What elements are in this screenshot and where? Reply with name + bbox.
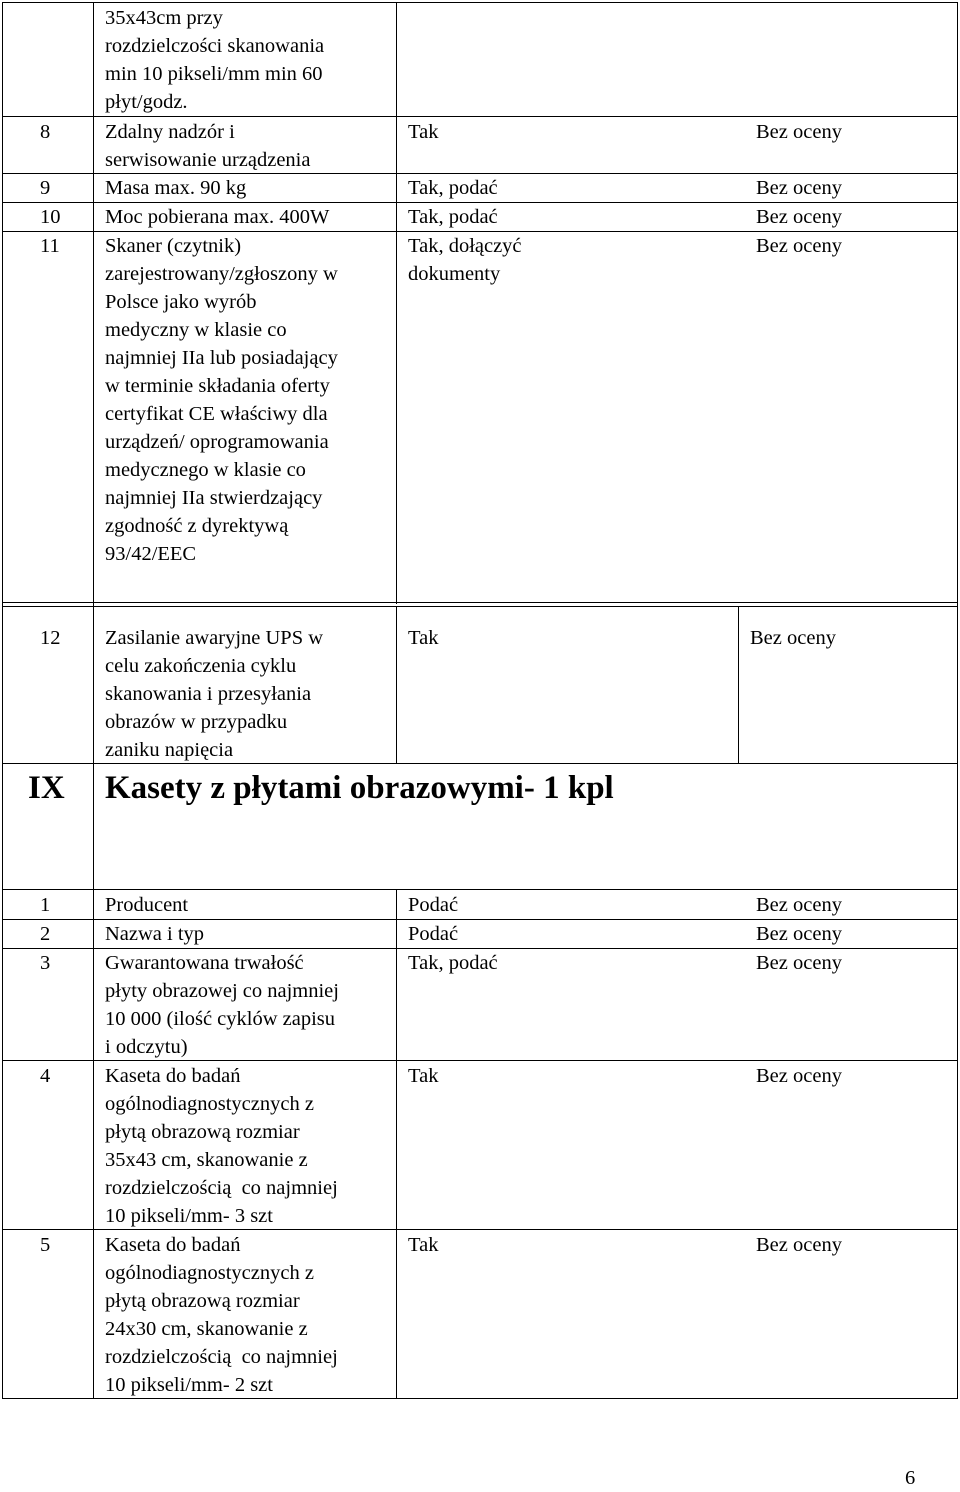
desc-line: skanowania i przesyłania xyxy=(105,683,312,705)
evaluation-value: Bez oceny xyxy=(756,1065,842,1087)
desc-line: Gwarantowana trwałość xyxy=(105,952,304,974)
evaluation-value: Bez oceny xyxy=(756,235,842,257)
row-number: 1 xyxy=(40,894,51,916)
desc-line: płyt/godz. xyxy=(105,91,188,113)
row-number: 4 xyxy=(40,1065,51,1087)
row-4-description xyxy=(105,1062,338,1230)
desc-line: urządzeń/ oprogramowania xyxy=(105,431,329,453)
desc-line: 10 pikseli/mm- 2 szt xyxy=(105,1374,273,1396)
desc-line: płytą obrazową rozmiar xyxy=(105,1290,300,1312)
desc-line: rozdzielczością co najmniej xyxy=(105,1346,338,1368)
description-value: Nazwa i typ xyxy=(105,923,205,945)
row-11-requirement xyxy=(408,232,522,288)
req-line: Tak, dołączyć xyxy=(408,235,522,257)
row-number: 9 xyxy=(40,177,51,199)
desc-line: medycznego w klasie co xyxy=(105,459,306,481)
row-number: 10 xyxy=(40,206,61,228)
row-separator xyxy=(2,116,958,117)
desc-line: ogólnodiagnostycznych z xyxy=(105,1093,314,1115)
requirement-value: Podać xyxy=(408,894,459,916)
table-border-top xyxy=(2,2,958,3)
row-5-description xyxy=(105,1231,338,1399)
row-number: 3 xyxy=(40,952,51,974)
desc-line: 35x43cm przy xyxy=(105,7,223,29)
desc-line: ogólnodiagnostycznych z xyxy=(105,1262,314,1284)
row-0-description xyxy=(105,4,324,116)
col-separator-2 xyxy=(396,889,397,1398)
desc-line: celu zakończenia cyklu xyxy=(105,655,297,677)
desc-line: zarejestrowany/zgłoszony w xyxy=(105,263,338,285)
requirement-value: Tak xyxy=(408,1234,439,1256)
desc-line: najmniej IIa stwierdzający xyxy=(105,487,323,509)
desc-line: Kaseta do badań xyxy=(105,1065,241,1087)
table-border-left xyxy=(2,2,3,1399)
desc-line: najmniej IIa lub posiadający xyxy=(105,347,338,369)
requirement-value: Tak xyxy=(408,627,439,649)
description-value: Moc pobierana max. 400W xyxy=(105,206,330,228)
evaluation-value: Bez oceny xyxy=(756,206,842,228)
desc-line: serwisowanie urządzenia xyxy=(105,149,311,171)
desc-line: zaniku napięcia xyxy=(105,739,234,761)
row-number: 8 xyxy=(40,121,51,143)
row-8-description xyxy=(105,118,310,174)
desc-line: certyfikat CE właściwy dla xyxy=(105,403,328,425)
col-separator-section xyxy=(93,763,94,889)
desc-line: min 10 pikseli/mm min 60 xyxy=(105,63,323,85)
desc-line: w terminie składania oferty xyxy=(105,375,330,397)
evaluation-value: Bez oceny xyxy=(756,952,842,974)
desc-line: obrazów w przypadku xyxy=(105,711,288,733)
page-number: 6 xyxy=(905,1467,916,1489)
desc-line: Polsce jako wyrób xyxy=(105,291,257,313)
col-separator-2b xyxy=(396,606,397,763)
desc-line: rozdzielczości skanowania xyxy=(105,35,325,57)
row-12-description xyxy=(105,624,323,764)
desc-line: płyty obrazowej co najmniej xyxy=(105,980,339,1002)
desc-line: 35x43 cm, skanowanie z xyxy=(105,1149,308,1171)
col-separator-1 xyxy=(93,889,94,1398)
desc-line: zgodność z dyrektywą xyxy=(105,515,289,537)
desc-line: Kaseta do badań xyxy=(105,1234,241,1256)
evaluation-value: Bez oceny xyxy=(756,121,842,143)
desc-line: 93/42/EEC xyxy=(105,543,197,565)
row-number: 11 xyxy=(40,235,60,257)
description-value: Producent xyxy=(105,894,189,916)
row-number: 5 xyxy=(40,1234,51,1256)
desc-line: i odczytu) xyxy=(105,1036,188,1058)
row-separator xyxy=(2,889,958,890)
requirement-value: Tak xyxy=(408,121,439,143)
evaluation-value: Bez oceny xyxy=(756,894,842,916)
row-separator xyxy=(2,606,958,607)
row-3-description xyxy=(105,949,339,1061)
evaluation-value: Bez oceny xyxy=(756,1234,842,1256)
section-title: Kasety z płytami obrazowymi- 1 kpl xyxy=(105,770,614,806)
description-value: Masa max. 90 kg xyxy=(105,177,247,199)
requirement-value: Podać xyxy=(408,923,459,945)
desc-line: medyczny w klasie co xyxy=(105,319,287,341)
requirement-value: Tak xyxy=(408,1065,439,1087)
requirement-value: Tak, podać xyxy=(408,177,498,199)
section-roman-numeral: IX xyxy=(28,770,65,806)
desc-line: Skaner (czytnik) xyxy=(105,235,242,257)
desc-line: 10 pikseli/mm- 3 szt xyxy=(105,1205,273,1227)
col-separator-3b xyxy=(738,606,739,763)
row-separator xyxy=(2,602,958,603)
row-number: 2 xyxy=(40,923,51,945)
requirement-value: Tak, podać xyxy=(408,206,498,228)
evaluation-value: Bez oceny xyxy=(750,627,836,649)
desc-line: 24x30 cm, skanowanie z xyxy=(105,1318,308,1340)
table-border-right xyxy=(957,2,958,1399)
req-line: dokumenty xyxy=(408,263,501,285)
desc-line: rozdzielczością co najmniej xyxy=(105,1177,338,1199)
row-11-description xyxy=(105,232,338,568)
col-separator-2 xyxy=(396,2,397,604)
desc-line: 10 000 (ilość cyklów zapisu xyxy=(105,1008,336,1030)
requirement-value: Tak, podać xyxy=(408,952,498,974)
desc-line: płytą obrazową rozmiar xyxy=(105,1121,300,1143)
row-number: 12 xyxy=(40,627,61,649)
evaluation-value: Bez oceny xyxy=(756,177,842,199)
desc-line: Zdalny nadzór i xyxy=(105,121,235,143)
evaluation-value: Bez oceny xyxy=(756,923,842,945)
desc-line: Zasilanie awaryjne UPS w xyxy=(105,627,324,649)
